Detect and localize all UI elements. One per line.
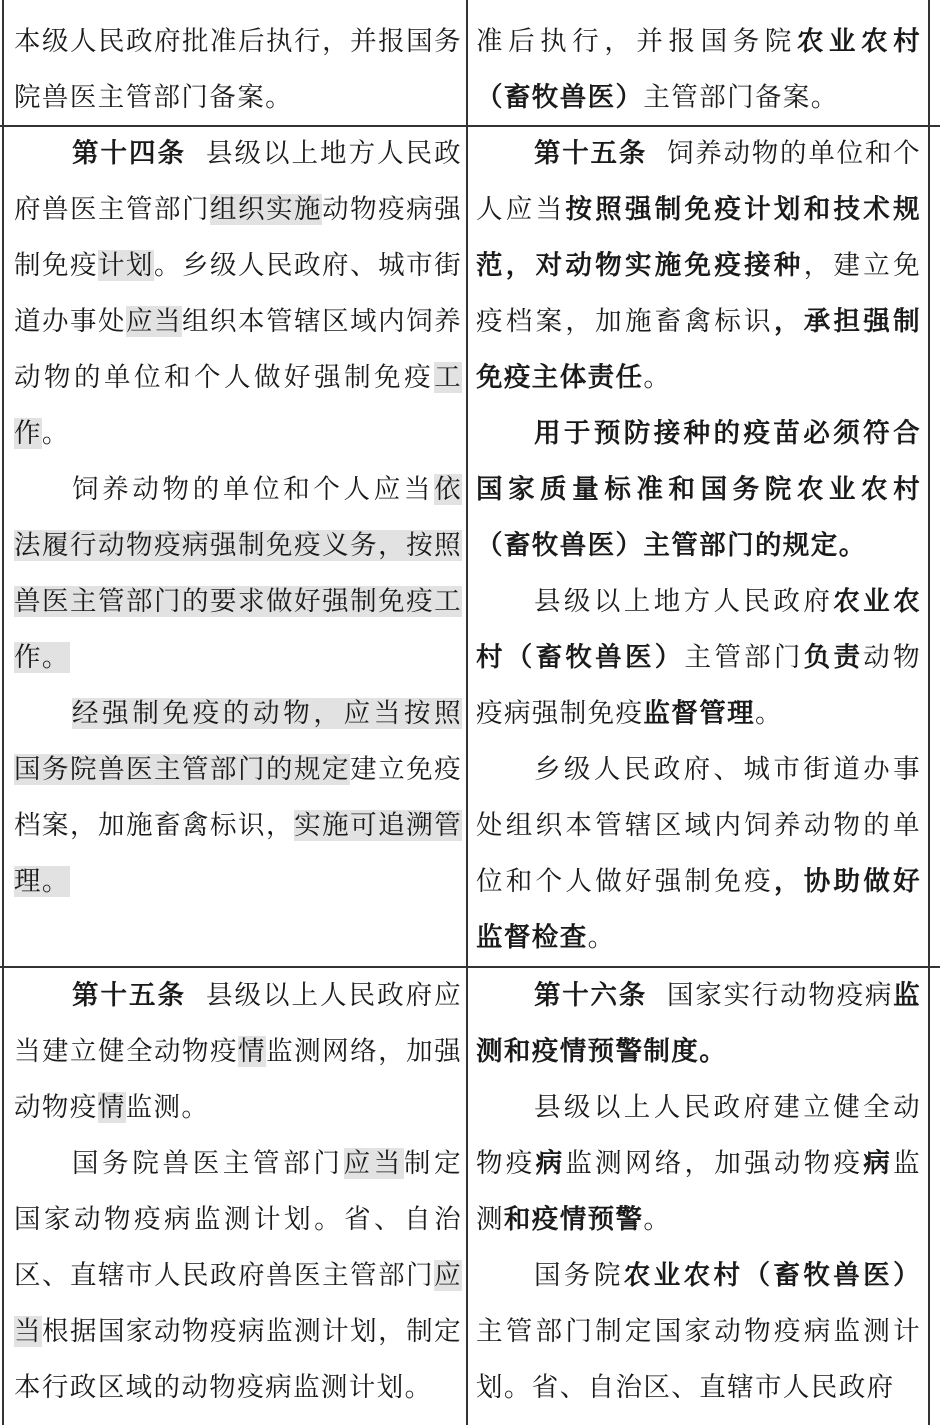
article-number: 第十五条 bbox=[534, 138, 648, 169]
paragraph bbox=[476, 126, 921, 406]
text-run: ，建立免疫档案，加施畜禽标识 bbox=[476, 250, 921, 337]
text-run: 县级以上地方人民政府兽医主管部门 bbox=[14, 138, 462, 225]
text-run: 。乡级人民政府、城市街道办事处 bbox=[14, 250, 462, 337]
text-run: 主管部门备案。 bbox=[643, 82, 839, 113]
paragraph bbox=[14, 686, 462, 910]
row-2-right-cell bbox=[476, 968, 921, 1416]
highlighted-text: 应当 bbox=[14, 1260, 462, 1347]
highlighted-text: 工作 bbox=[14, 362, 462, 449]
row-2-left-cell bbox=[14, 968, 462, 1416]
text-run: 。 bbox=[41, 418, 70, 449]
text-run: 建立免疫档案，加施畜禽标识， bbox=[14, 754, 462, 841]
paragraph bbox=[476, 742, 921, 966]
paragraph bbox=[476, 1248, 921, 1416]
text-run: 。 bbox=[587, 922, 616, 953]
text-run: 监测网络，加强动物疫 bbox=[565, 1148, 864, 1179]
paragraph bbox=[476, 406, 921, 574]
highlighted-text: 经强制免疫的动物，应当按照国务院兽医主管部门的规定 bbox=[14, 698, 462, 785]
bold-text: 监测和疫情预警制度。 bbox=[476, 980, 921, 1067]
text-run: 国务院兽医主管部门 bbox=[72, 1148, 344, 1179]
text-run: 监测网络，加强动物疫 bbox=[14, 1036, 462, 1123]
bold-text: 按照强制免疫计划和技术规范，对动物实施免疫接种 bbox=[476, 194, 921, 281]
paragraph bbox=[476, 1080, 921, 1248]
highlighted-text: 依法履行动物疫病强制免疫义务，按照兽医主管部门的要求做好强制免疫工作。 bbox=[14, 474, 462, 673]
row-0-left-cell bbox=[14, 14, 462, 126]
highlighted-text: 实施可追溯管理。 bbox=[14, 810, 462, 897]
text-run: 监测。 bbox=[125, 1092, 210, 1123]
highlighted-text: 应当 bbox=[343, 1148, 404, 1179]
text-run: 饲养动物的单位和个人应当 bbox=[72, 474, 435, 505]
bold-text: ，承担强制免疫主体责任 bbox=[476, 306, 922, 393]
text-run: 乡级人民政府、城市街道办事处组织本管辖区域内饲养动物的单位和个人做好强制免疫 bbox=[476, 754, 921, 897]
article-number: 第十五条 bbox=[72, 980, 187, 1011]
text-run: 国家实行动物疫病 bbox=[667, 980, 894, 1011]
paragraph bbox=[14, 126, 462, 462]
text-run: 县级以上人民政府建立健全动物疫 bbox=[476, 1092, 921, 1179]
text-run: 动物疫病强制免疫 bbox=[14, 194, 462, 281]
text-run: 动物疫病强制免疫 bbox=[476, 642, 921, 729]
highlighted-text: 应当 bbox=[126, 306, 183, 337]
row-1-right-cell bbox=[476, 126, 921, 966]
row-0-right-cell bbox=[476, 14, 921, 126]
paragraph bbox=[14, 14, 462, 126]
paragraph bbox=[14, 462, 462, 686]
text-run: 国务院 bbox=[534, 1260, 624, 1291]
bold-text: 农业农村（畜牧兽医） bbox=[476, 26, 921, 113]
highlighted-text: 情 bbox=[97, 1092, 126, 1123]
text-run: 。 bbox=[755, 698, 783, 729]
paragraph bbox=[14, 1136, 462, 1416]
bold-text: 用于预防接种的疫苗必须符合国家质量标准和国务院农业农村（畜牧兽医）主管部门的规定。 bbox=[476, 418, 921, 561]
table-divider-center bbox=[466, 0, 468, 1425]
text-run: 组织本管辖区域内饲养动物的单位和个人做好强制免疫 bbox=[14, 306, 462, 393]
highlighted-text: 计划 bbox=[98, 250, 155, 281]
bold-text: ，协助做好监督检查 bbox=[476, 866, 922, 953]
table-border-left bbox=[2, 0, 4, 1425]
text-run: 根据国家动物疫病监测计划，制定本行政区域的动物疫病监测计划。 bbox=[14, 1316, 463, 1403]
text-run: 县级以上地方人民政府 bbox=[534, 586, 834, 617]
text-run: 监测 bbox=[476, 1148, 921, 1235]
bold-text: 监督管理 bbox=[643, 698, 756, 729]
bold-text: 负责 bbox=[803, 642, 864, 673]
bold-text: 病 bbox=[535, 1148, 566, 1179]
bold-text: 病 bbox=[863, 1148, 894, 1179]
text-run: 主管部门 bbox=[684, 642, 804, 673]
paragraph bbox=[14, 968, 462, 1136]
text-run: 。 bbox=[643, 362, 672, 393]
paragraph bbox=[476, 968, 921, 1080]
row-1-left-cell bbox=[14, 126, 462, 910]
highlighted-text: 情 bbox=[238, 1036, 267, 1067]
text-run: 。 bbox=[643, 1204, 672, 1235]
text-run: 县级以上人民政府应当建立健全动物疫 bbox=[14, 980, 462, 1067]
text-run: 本级人民政府批准后执行，并报国务院兽医主管部门备案。 bbox=[14, 26, 462, 113]
bold-text: 农业农村（畜牧兽医） bbox=[623, 1260, 922, 1291]
article-number: 第十四条 bbox=[72, 138, 187, 169]
table-border-right bbox=[928, 0, 930, 1425]
bold-text: 农业农村（畜牧兽医） bbox=[476, 586, 921, 673]
text-run: 饲养动物的单位和个人应当 bbox=[476, 138, 921, 225]
paragraph bbox=[476, 574, 921, 742]
paragraph bbox=[476, 14, 921, 126]
highlighted-text: 组织实施 bbox=[210, 194, 323, 225]
text-run: 制定国家动物疫病监测计划。省、自治区、直辖市人民政府兽医主管部门 bbox=[14, 1148, 462, 1291]
article-number: 第十六条 bbox=[534, 980, 648, 1011]
text-run: 主管部门制定国家动物疫病监测计划。省、自治区、直辖市人民政府 bbox=[476, 1316, 921, 1403]
text-run: 准后执行，并报国务院 bbox=[476, 26, 797, 57]
bold-text: 和疫情预警 bbox=[503, 1204, 644, 1235]
